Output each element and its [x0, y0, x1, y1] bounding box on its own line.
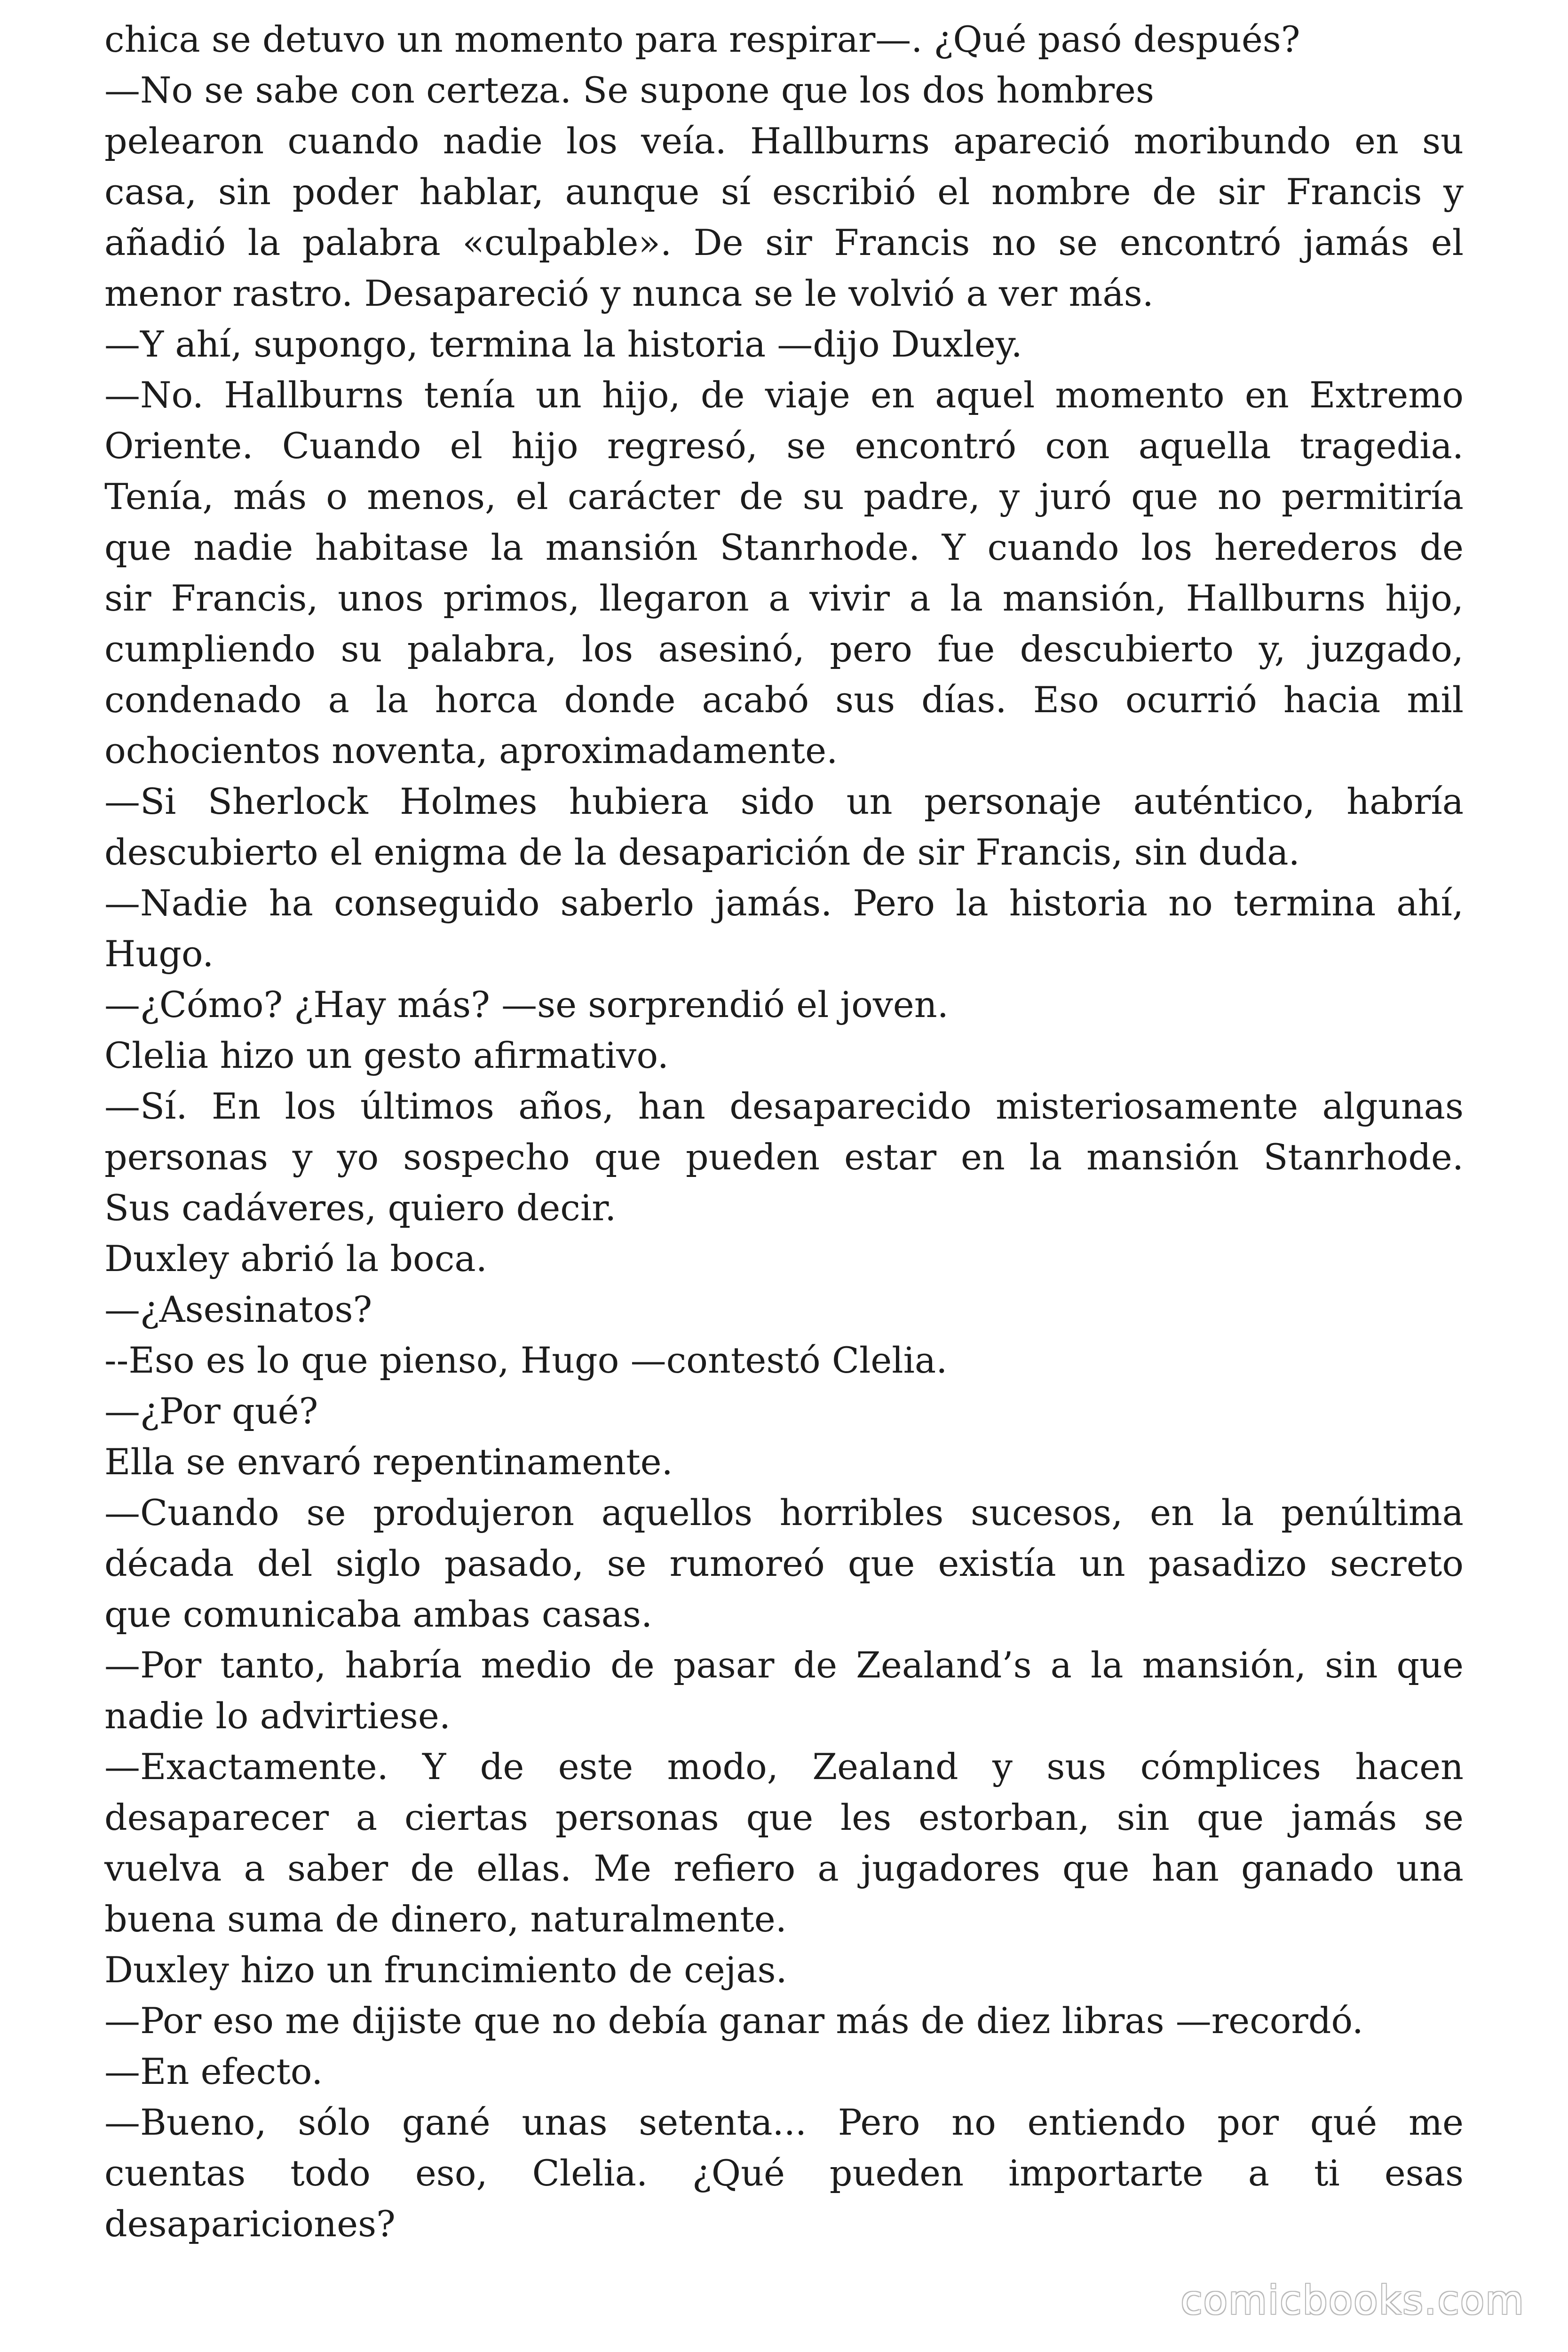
text-line: sir Francis, unos primos, llegaron a vivir a la mansión, Hallburns hijo,	[104, 577, 1464, 619]
text-line: Oriente. Cuando el hijo regresó, se encontró con aquella tragedia.	[104, 425, 1464, 467]
text-line: --Eso es lo que pienso, Hugo —contestó Clelia.	[104, 1339, 948, 1381]
book-page-text	[104, 14, 1464, 2249]
text-line: —No se sabe con certeza. Se supone que los dos hombres	[104, 69, 1155, 111]
text-line: —¿Por qué?	[104, 1390, 318, 1432]
text-line: menor rastro. Desapareció y nunca se le volvió a ver más.	[104, 272, 1154, 314]
text-line: ochocientos noventa, aproximadamente.	[104, 730, 838, 771]
text-line: personas y yo sospecho que pueden estar en la mansión Stanrhode.	[104, 1136, 1464, 1178]
text-line: —Nadie ha conseguido saberlo jamás. Pero la historia no termina ahí,	[104, 882, 1464, 924]
text-line: pelearon cuando nadie los veía. Hallburns apareció moribundo en su	[104, 120, 1464, 162]
text-line: que comunicaba ambas casas.	[104, 1593, 653, 1635]
text-line: cumpliendo su palabra, los asesinó, pero fue descubierto y, juzgado,	[104, 628, 1464, 670]
text-line: nadie lo advirtiese.	[104, 1695, 451, 1737]
text-line: descubierto el enigma de la desaparición de sir Francis, sin duda.	[104, 831, 1300, 873]
text-line: buena suma de dinero, naturalmente.	[104, 1898, 787, 1940]
text-line: vuelva a saber de ellas. Me refiero a jugadores que han ganado una	[104, 1847, 1464, 1889]
text-line: Tenía, más o menos, el carácter de su padre, y juró que no permitiría	[104, 476, 1464, 517]
text-line: añadió la palabra «culpable». De sir Francis no se encontró jamás el	[104, 222, 1464, 263]
text-line: —Si Sherlock Holmes hubiera sido un personaje auténtico, habría	[104, 780, 1464, 822]
text-line: desaparecer a ciertas personas que les estorban, sin que jamás se	[104, 1796, 1464, 1838]
text-line: —Y ahí, supongo, termina la historia —dijo Duxley.	[104, 323, 1022, 365]
text-line: que nadie habitase la mansión Stanrhode. Y cuando los herederos de	[104, 526, 1464, 568]
text-line: década del siglo pasado, se rumoreó que existía un pasadizo secreto	[104, 1542, 1464, 1584]
text-line: Ella se envaró repentinamente.	[104, 1441, 673, 1483]
text-line: chica se detuvo un momento para respirar—. ¿Qué pasó después?	[104, 18, 1300, 60]
text-line: Duxley hizo un fruncimiento de cejas.	[104, 1949, 787, 1991]
text-line: —No. Hallburns tenía un hijo, de viaje en aquel momento en Extremo	[104, 374, 1464, 416]
text-line: —Cuando se produjeron aquellos horribles sucesos, en la penúltima	[104, 1492, 1464, 1534]
text-line: condenado a la horca donde acabó sus días. Eso ocurrió hacia mil	[104, 679, 1464, 721]
text-line: cuentas todo eso, Clelia. ¿Qué pueden importarte a ti esas	[104, 2152, 1464, 2194]
text-line: Sus cadáveres, quiero decir.	[104, 1187, 617, 1229]
text-line: —¿Asesinatos?	[104, 1288, 372, 1330]
text-line: Duxley abrió la boca.	[104, 1238, 487, 1279]
text-line: Clelia hizo un gesto afirmativo.	[104, 1034, 669, 1076]
watermark-logo: comicbooks.com	[1180, 2277, 1525, 2323]
text-line: —Exactamente. Y de este modo, Zealand y sus cómplices hacen	[104, 1746, 1464, 1788]
text-line: —Bueno, sólo gané unas setenta... Pero no entiendo por qué me	[104, 2101, 1464, 2143]
text-line: desapariciones?	[104, 2203, 396, 2245]
text-line: —Sí. En los últimos años, han desaparecido misteriosamente algunas	[104, 1085, 1464, 1127]
text-line: —En efecto.	[104, 2050, 323, 2092]
text-line: —¿Cómo? ¿Hay más? —se sorprendió el joven.	[104, 984, 949, 1025]
text-line: —Por eso me dijiste que no debía ganar más de diez libras —recordó.	[104, 2000, 1363, 2042]
text-line: Hugo.	[104, 933, 214, 975]
text-line: casa, sin poder hablar, aunque sí escribió el nombre de sir Francis y	[104, 171, 1464, 213]
text-line: —Por tanto, habría medio de pasar de Zealand’s a la mansión, sin que	[104, 1644, 1464, 1686]
